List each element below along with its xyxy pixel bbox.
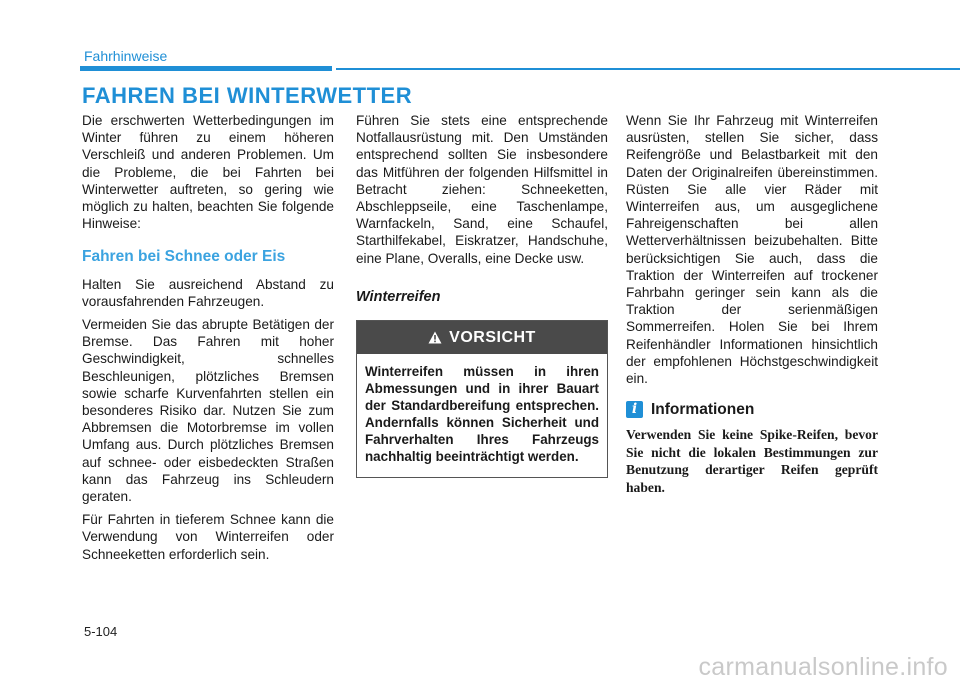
- watermark: carmanualsonline.info: [698, 653, 948, 681]
- section-label: Fahrhinweise: [84, 48, 168, 64]
- paragraph-deep-snow: Für Fahrten in tieferem Schnee kann die Verwendung von Winterreifen oder Schneeketten erforderlich sein.: [82, 512, 334, 562]
- subheading-winter-tires: Winterreifen: [356, 288, 441, 305]
- warning-header: [357, 321, 607, 354]
- intro-paragraph: Die erschwerten Wetterbedingungen im Winter führen zu einem höheren Verschleiß und anderen Problemen. Um die Probleme, die bei Fahrten bei Winterwetter auftreten, so gering wie möglich zu halten, beachten Sie folgende Hinweise:: [82, 113, 334, 232]
- warning-label: VORSICHT: [449, 328, 536, 346]
- subheading-snow-ice: Fahren bei Schnee oder Eis: [82, 248, 286, 266]
- column-left: [82, 112, 334, 569]
- page-title: FAHREN BEI WINTERWETTER: [82, 83, 413, 108]
- warning-box: [356, 320, 608, 478]
- info-text: Verwenden Sie keine Spike-Reifen, bevor Sie nicht die lokalen Bestimmungen zur Benutzung derartiger Reifen geprüft haben.: [626, 427, 878, 495]
- page-number: 5-104: [84, 624, 118, 639]
- warning-text: Winterreifen müssen in ihren Abmessungen und in ihrer Bauart der Standardbereifung entsprechen. Andernfalls können Sicherheit und Fahrverhalten Ihres Fahrzeugs nachhaltig beeinträchtigt werden.: [365, 364, 599, 465]
- column-right: [626, 112, 878, 502]
- warning-triangle-icon: [428, 331, 442, 344]
- column-middle: [356, 112, 608, 478]
- info-title: Informationen: [651, 401, 755, 419]
- info-header: [626, 401, 878, 418]
- info-icon: i: [626, 401, 643, 418]
- paragraph-braking: Vermeiden Sie das abrupte Betätigen der Bremse. Das Fahren mit hoher Geschwindigkeit, schnelles Beschleunigen, plötzliches Bremsen sowie scharfe Kurvenfahrten stellen ein besonderes Risiko dar. Nutzen Sie zum Abbremsen die Motorbremse im vollen Umfang aus. Durch plötzliches Bremsen auf schnee- oder eisbedeckten Straßen kann das Fahrzeug ins Schleudern geraten.: [82, 317, 334, 505]
- paragraph-emergency-equipment: Führen Sie stets eine entsprechende Notfallausrüstung mit. Den Umständen entsprechend sollten Sie insbesondere das Mitführen der folgenden Hilfsmittel in Betracht ziehen: Schneeketten, Abschleppseile, eine Taschenlampe, Warnfackeln, Sand, eine Schaufel, Starthilfekabel, Eiskratzer, Handschuhe, eine Plane, Overalls, eine Decke usw.: [356, 113, 608, 266]
- paragraph-distance: Halten Sie ausreichend Abstand zu vorausfahrenden Fahrzeugen.: [82, 276, 334, 309]
- header-rule-thick: [80, 66, 332, 71]
- paragraph-winter-tire-fitting: Wenn Sie Ihr Fahrzeug mit Winterreifen ausrüsten, stellen Sie sicher, dass Reifengröße und Belastbarkeit mit den Daten der Originalreifen übereinstimmen. Rüsten Sie alle vier Räder mit Winterreifen aus, um ausgeglichene Fahreigenschaften bei allen Wetterverhältnissen beizubehalten. Bitte berücksichtigen Sie auch, dass die Traktion der Winterreifen auf trockener Fahrbahn geringer sein kann als die Traktion der serienmäßigen Sommerreifen. Holen Sie bei Ihrem Reifenhändler Informationen hinsichtlich der empfohlenen Höchstgeschwindigkeit ein.: [626, 113, 878, 387]
- header-rule-thin: [336, 68, 960, 70]
